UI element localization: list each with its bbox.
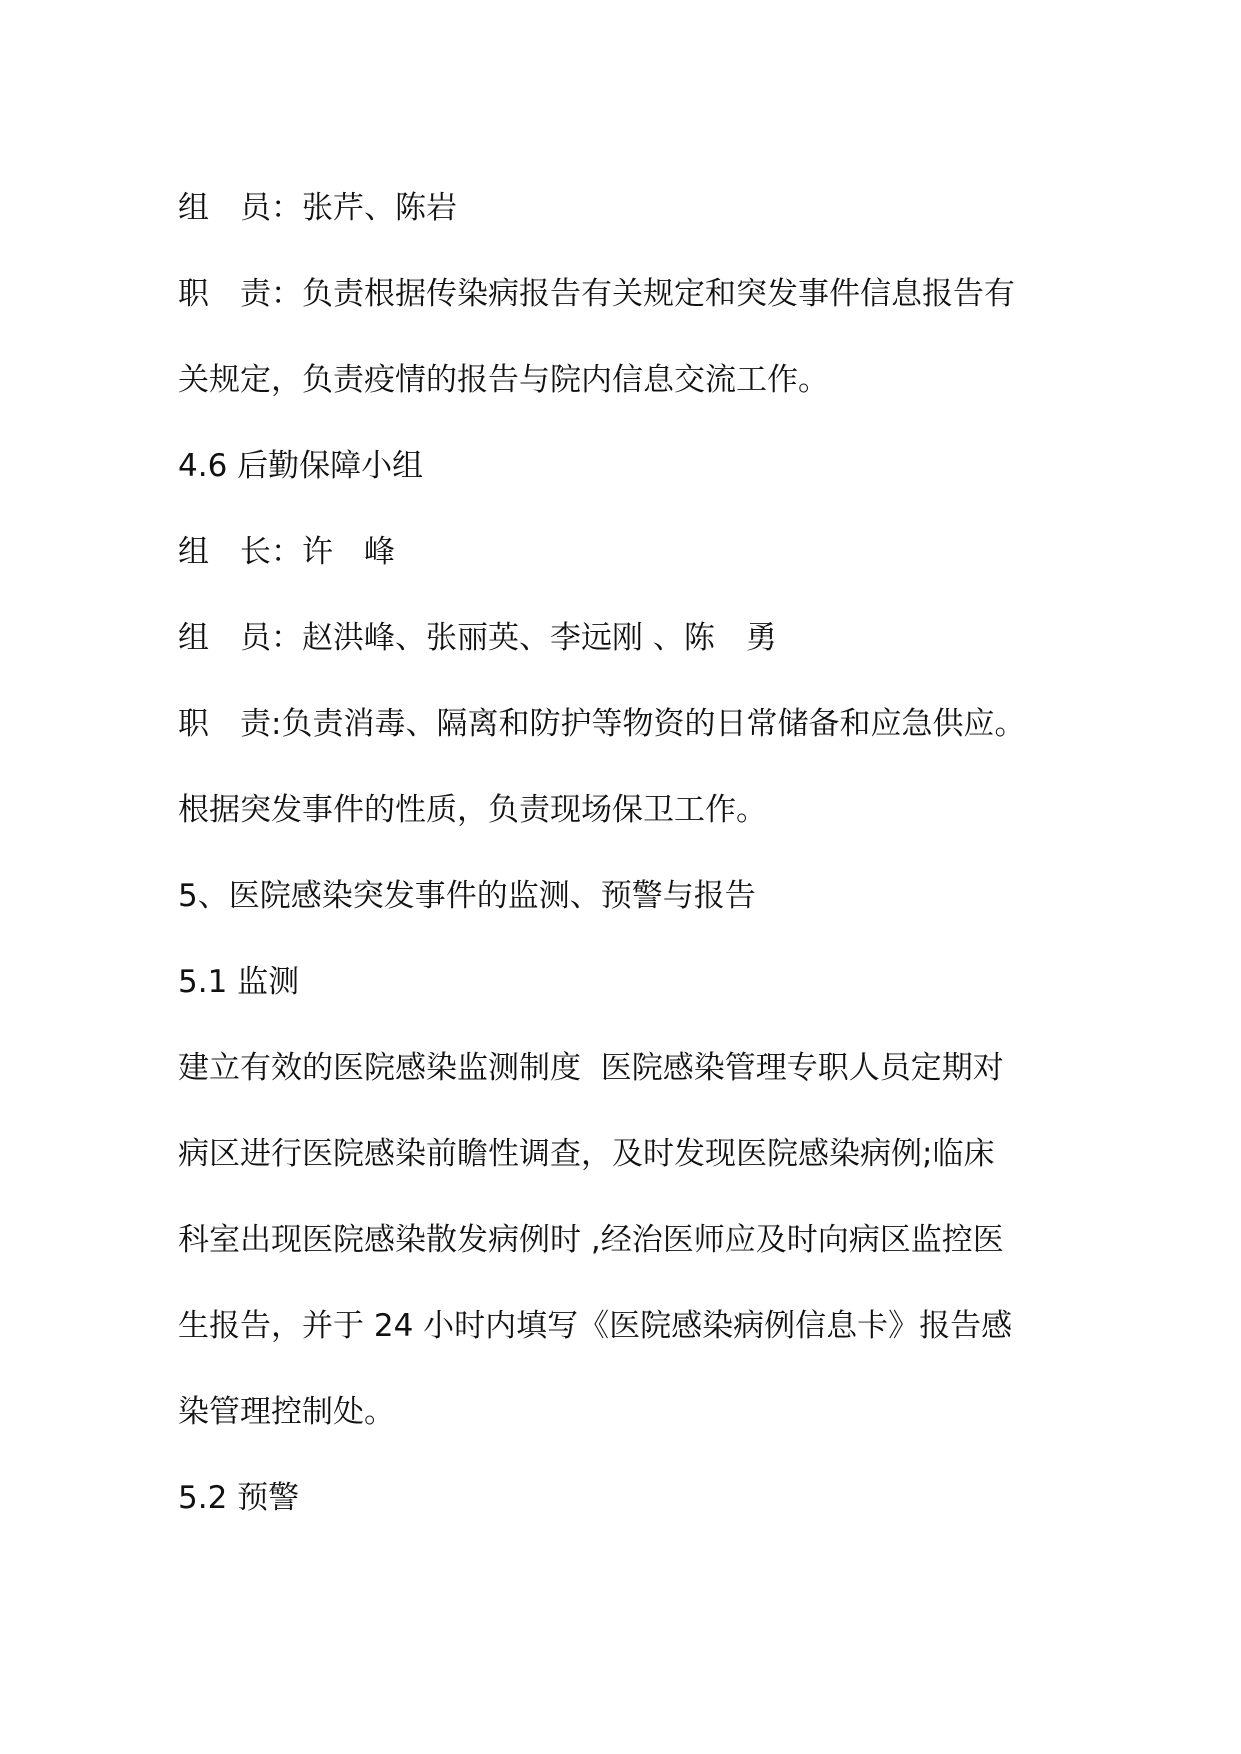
section-heading-5: 5、医院感染突发事件的监测、预警与报告 <box>178 878 756 914</box>
duties-line-1: 职 责：负责根据传染病报告有关规定和突发事件信息报告有 <box>178 276 1015 312</box>
paragraph-line-1: 建立有效的医院感染监测制度 医院感染管理专职人员定期对 <box>178 1050 1004 1086</box>
team-leader-line: 组 长：许 峰 <box>178 534 395 570</box>
team-members-line: 组 员：张芹、陈岩 <box>178 190 457 226</box>
paragraph-line-2: 病区进行医院感染前瞻性调查，及时发现医院感染病例;临床 <box>178 1136 995 1172</box>
paragraph-line-3: 科室出现医院感染散发病例时 ,经治医师应及时向病区监控医 <box>178 1222 1004 1258</box>
section-heading-5-1: 5.1 监测 <box>178 964 300 1000</box>
team-members-line-2: 组 员：赵洪峰、张丽英、李远刚 、陈 勇 <box>178 620 777 656</box>
section-heading-5-2: 5.2 预警 <box>178 1480 300 1516</box>
paragraph-line-5: 染管理控制处。 <box>178 1394 395 1430</box>
duties-line-4: 根据突发事件的性质，负责现场保卫工作。 <box>178 792 767 828</box>
duties-line-2: 关规定，负责疫情的报告与院内信息交流工作。 <box>178 362 829 398</box>
section-heading-4-6: 4.6 后勤保障小组 <box>178 448 424 484</box>
duties-line-3: 职 责:负责消毒、隔离和防护等物资的日常储备和应急供应。 <box>178 706 1026 742</box>
paragraph-line-4: 生报告，并于 24 小时内填写《医院感染病例信息卡》报告感 <box>178 1308 1013 1344</box>
